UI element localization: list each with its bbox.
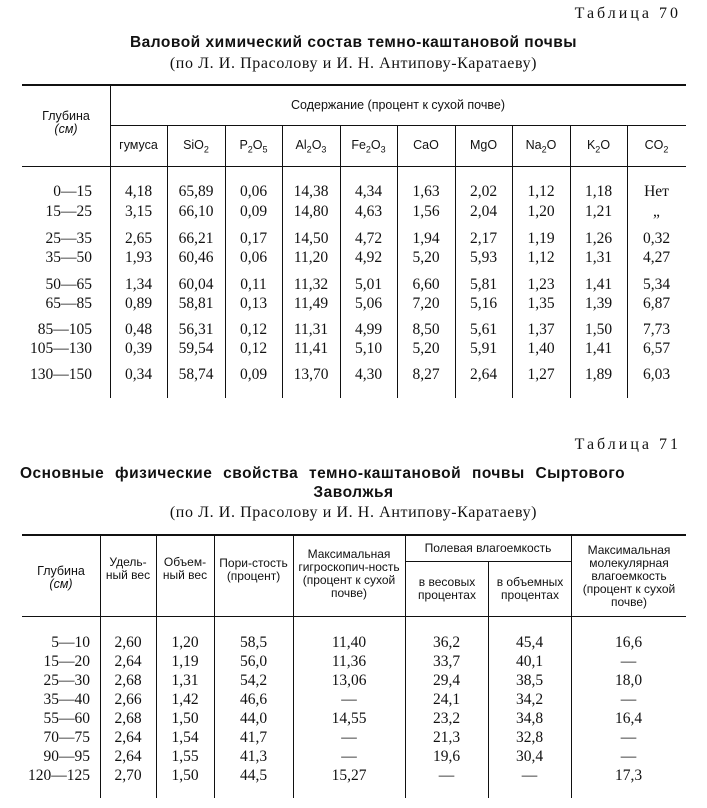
table71-cell: 24,1 xyxy=(432,691,461,708)
table71-cell: 1,50 xyxy=(171,710,199,727)
table70-col-cao: CaO xyxy=(413,138,439,152)
table71-cell: 1,19 xyxy=(171,653,199,670)
table71-cell: — xyxy=(620,653,637,670)
table71-cell: 56,0 xyxy=(239,653,268,670)
table71-cell: — xyxy=(341,729,357,746)
table71-label: Таблица 71 xyxy=(574,436,681,453)
table71-cell: 41,7 xyxy=(239,729,268,746)
table71-cell: 2,64 xyxy=(114,748,142,765)
table70-cell: 65,89 xyxy=(178,183,214,200)
table71-cell: 46,6 xyxy=(239,691,268,708)
table71-cell: — xyxy=(341,748,357,765)
table71-porosity-header: Пори-стость (процент) xyxy=(219,556,288,583)
table70-cell: 1,34 xyxy=(124,276,153,293)
table70-cell: 5,93 xyxy=(469,249,498,266)
table70-cell: 0,06 xyxy=(239,183,268,200)
table70-cell: 0,32 xyxy=(642,230,671,247)
table70-cell: 0,11 xyxy=(240,276,267,293)
table70-cell: 0,09 xyxy=(239,366,268,383)
table70-cell: 6,87 xyxy=(642,295,671,312)
table70-cell: 5,01 xyxy=(354,276,383,293)
table70-cell: 1,39 xyxy=(584,295,613,312)
table70-col-na2o: $Na_2O$ xyxy=(525,138,557,155)
table71-cell: 18,0 xyxy=(614,672,643,689)
table70-cell: 0,12 xyxy=(239,340,268,357)
table70-depth-cell: 130—150 xyxy=(30,366,92,383)
table70-cell: 1,18 xyxy=(584,183,613,200)
table70-cell: 5,20 xyxy=(412,249,440,266)
table71-specific-weight-header: Удель-ный вес xyxy=(105,555,151,582)
table70-cell: 4,27 xyxy=(642,249,671,266)
table70-cell: 1,56 xyxy=(412,203,440,220)
table70-col-al2o3: $Al_2O_3$ xyxy=(295,138,327,155)
table71-cell: — xyxy=(620,748,637,765)
table71-cell: 1,31 xyxy=(171,672,199,689)
table70-cell: 58,74 xyxy=(178,366,214,383)
table71-cell: 30,4 xyxy=(515,748,544,765)
table71-cell: 11,40 xyxy=(331,634,367,651)
table71-cell: 54,2 xyxy=(239,672,268,689)
table70-cell: 4,34 xyxy=(354,183,383,200)
table70-cell: 1,19 xyxy=(527,230,555,247)
table70-cell: 5,34 xyxy=(642,276,671,293)
table70-cell: 60,46 xyxy=(178,249,214,266)
table70-subheader-rule xyxy=(110,125,686,126)
table70-depth-cell: 65—85 xyxy=(45,295,92,312)
table71-cell: 1,42 xyxy=(171,691,199,708)
table71-depth-cell: 90—95 xyxy=(43,748,90,765)
table71-cell: 2,64 xyxy=(114,653,142,670)
table71-depth-cell: 5—10 xyxy=(51,634,90,651)
table70-cell: 14,38 xyxy=(293,183,329,200)
table70-cell: 6,57 xyxy=(642,340,671,357)
table71-cell: — xyxy=(620,691,637,708)
table70-cell: 1,50 xyxy=(584,321,613,338)
table71-depth-header xyxy=(22,565,100,591)
table71-depth-cell: 25—30 xyxy=(43,672,90,689)
table71-depth-cell: 35—40 xyxy=(43,691,90,708)
table71-cell: 13,06 xyxy=(331,672,367,689)
table70-depth-header xyxy=(22,110,110,136)
table71-cell: 2,68 xyxy=(114,710,142,727)
table70-cell: 0,06 xyxy=(239,249,268,266)
table70-cell: 0,39 xyxy=(124,340,153,357)
table70-content-header: Содержание (процент к сухой почве) xyxy=(291,98,505,112)
table70-cell: 0,17 xyxy=(239,230,268,247)
table71-cell: 58,5 xyxy=(239,634,268,651)
table70-col-humus: гумуса xyxy=(119,138,158,152)
table70-cell: 5,10 xyxy=(354,340,383,357)
table70-cell: 4,99 xyxy=(354,321,383,338)
table71-depth-cell: 70—75 xyxy=(43,729,90,746)
table70-cell: Нет xyxy=(644,183,669,200)
table71-cell: 41,3 xyxy=(239,748,268,765)
table71-by-weight-header: в весовых процентах xyxy=(418,575,476,602)
table70-label: Таблица 70 xyxy=(574,5,681,22)
table70-cell: 60,04 xyxy=(178,276,214,293)
table70-cell: 1,41 xyxy=(584,276,613,293)
table71-cell: 36,2 xyxy=(432,634,461,651)
table70-depth-cell: 50—65 xyxy=(45,276,92,293)
table71-field-capacity-header: Полевая влагоемкость xyxy=(424,541,552,555)
table71-molecular-capacity-header: Максимальная молекулярная влагоемкость (процент к сухой почве) xyxy=(582,543,676,609)
table70-cell: 1,26 xyxy=(584,230,613,247)
table70-cell: 1,12 xyxy=(527,249,555,266)
table70-cell: 4,30 xyxy=(354,366,383,383)
table70-cell: 7,20 xyxy=(412,295,440,312)
table71-cell: 2,60 xyxy=(114,634,142,651)
table71-cell: — xyxy=(438,767,455,784)
table70-cell: 5,20 xyxy=(412,340,440,357)
table70-cell: 1,35 xyxy=(527,295,555,312)
table71-cell: 33,7 xyxy=(432,653,461,670)
table70-cell: 1,40 xyxy=(527,340,555,357)
table71-cell: 2,64 xyxy=(114,729,142,746)
table71-cell: 2,66 xyxy=(114,691,142,708)
table71-cell: 21,3 xyxy=(432,729,461,746)
table70-cell: 1,94 xyxy=(412,230,440,247)
table70-cell: 1,37 xyxy=(527,321,555,338)
table70-cell: 7,73 xyxy=(642,321,671,338)
table70-cell: 4,72 xyxy=(354,230,383,247)
table70-col-sio2: SiO$_2$ xyxy=(183,138,209,155)
table70-subtitle: (по Л. И. Прасолову и И. Н. Антипову-Каратаеву) xyxy=(169,55,538,72)
table70-col-co2: $CO_2$ xyxy=(644,138,669,155)
table71-depth-cell: 55—60 xyxy=(43,710,90,727)
table71-title-line2: Заволжья xyxy=(313,484,394,501)
table70-cell: 11,20 xyxy=(293,249,329,266)
table70-cell: 1,12 xyxy=(527,183,555,200)
table71-volume-weight-header: Объем-ный вес xyxy=(162,555,208,582)
table70-cell: 2,04 xyxy=(469,203,498,220)
table70-cell: „ xyxy=(653,203,660,220)
table70-depth-cell: 0—15 xyxy=(53,183,92,200)
table70-col-fe2o3: $Fe_2O_3$ xyxy=(351,138,386,155)
table71-top-rule xyxy=(22,534,686,536)
table70-cell: 3,15 xyxy=(124,203,153,220)
table70-cell: 0,34 xyxy=(124,366,153,383)
table70-cell: 11,32 xyxy=(293,276,329,293)
table70-cell: 11,49 xyxy=(293,295,329,312)
table70-cell: 11,31 xyxy=(293,321,329,338)
table70-title: Валовой химический состав темно-каштановой почвы xyxy=(129,34,578,51)
table70-cell: 0,13 xyxy=(239,295,268,312)
table71-cell: — xyxy=(620,729,637,746)
table70-cell: 8,27 xyxy=(412,366,440,383)
table70-cell: 58,81 xyxy=(178,295,214,312)
table70-depth-cell: 85—105 xyxy=(37,321,92,338)
table70-cell: 59,54 xyxy=(178,340,214,357)
table70-depth-cell: 15—25 xyxy=(45,203,92,220)
table70-cell: 1,23 xyxy=(527,276,555,293)
table70-cell: 5,91 xyxy=(469,340,498,357)
table71-cell: 1,50 xyxy=(171,767,199,784)
table71-cell: 1,54 xyxy=(171,729,199,746)
table70-cell: 5,61 xyxy=(469,321,498,338)
table70-depth-cell: 25—35 xyxy=(45,230,92,247)
table71-cell: 16,4 xyxy=(614,710,643,727)
table71-cell: 17,3 xyxy=(614,767,643,784)
table71-depth-cell: 120—125 xyxy=(28,767,90,784)
table70-cell: 1,63 xyxy=(412,183,440,200)
table70-cell: 4,18 xyxy=(124,183,153,200)
table70-cell: 0,12 xyxy=(239,321,268,338)
table71-hygroscopicity-header: Максимальная гигроскопич-ность (процент к сухой почве) xyxy=(298,547,400,600)
table70-cell: 6,03 xyxy=(642,366,671,383)
table71-cell: 2,68 xyxy=(114,672,142,689)
table70-cell: 0,09 xyxy=(239,203,268,220)
table70-cell: 1,89 xyxy=(584,366,613,383)
table71-cell: 34,2 xyxy=(515,691,544,708)
table70-cell: 5,81 xyxy=(469,276,498,293)
table70-cell: 1,41 xyxy=(584,340,613,357)
table71-cell: 23,2 xyxy=(432,710,461,727)
table70-col-p2o5: $P_2O_5$ xyxy=(239,138,268,155)
table70-cell: 8,50 xyxy=(412,321,440,338)
table71-cell: 16,6 xyxy=(614,634,643,651)
table70-cell: 1,27 xyxy=(527,366,555,383)
table70-cell: 0,48 xyxy=(124,321,153,338)
table70-cell: 0,89 xyxy=(124,295,153,312)
table71-subtitle: (по Л. И. Прасолову и И. Н. Антипову-Каратаеву) xyxy=(169,504,538,521)
table70-cell: 6,60 xyxy=(412,276,440,293)
table70-cell: 66,10 xyxy=(178,203,214,220)
table70-cell: 2,65 xyxy=(124,230,153,247)
table70-depth-cell: 105—130 xyxy=(30,340,92,357)
table71-cell: — xyxy=(521,767,538,784)
table71-depth-cell: 15—20 xyxy=(43,653,90,670)
table71-cell: 40,1 xyxy=(515,653,544,670)
table70-cell: 2,02 xyxy=(469,183,498,200)
table70-cell: 5,06 xyxy=(354,295,383,312)
table70-col-mgo: MgO xyxy=(469,138,498,152)
table71-cell: 45,4 xyxy=(515,634,544,651)
table70-cell: 11,41 xyxy=(293,340,329,357)
table71-cell: 32,8 xyxy=(515,729,544,746)
table70-cell: 66,21 xyxy=(178,230,214,247)
table70-depth-header-text: Глубина xyxy=(42,109,90,123)
table70-cell: 14,50 xyxy=(293,230,329,247)
table70-top-rule xyxy=(22,84,686,86)
table70-cell: 4,63 xyxy=(354,203,383,220)
table71-cell: 2,70 xyxy=(114,767,142,784)
table71-depth-header-text: Глубина xyxy=(37,564,85,578)
table71-cell: 34,8 xyxy=(515,710,544,727)
table70-cell: 1,20 xyxy=(527,203,555,220)
table71-cell: 44,5 xyxy=(239,767,268,784)
table71-by-volume-header: в объемных процентах xyxy=(496,575,564,602)
table71-cell: 29,4 xyxy=(432,672,461,689)
table70-cell: 1,21 xyxy=(584,203,613,220)
table71-cell: 1,20 xyxy=(171,634,199,651)
table70-col-k2o: $K_2O$ xyxy=(586,138,611,155)
table71-header-rule xyxy=(22,616,686,617)
table71-cell: 11,36 xyxy=(331,653,367,670)
table70-cell: 2,17 xyxy=(469,230,498,247)
table70-depth-cell: 35—50 xyxy=(45,249,92,266)
table71-cell: 19,6 xyxy=(432,748,461,765)
table71-cell: 44,0 xyxy=(239,710,268,727)
table71-cell: 1,55 xyxy=(171,748,199,765)
table70-cell: 13,70 xyxy=(293,366,329,383)
table70-cell: 56,31 xyxy=(178,321,214,338)
table70-cell: 2,64 xyxy=(469,366,498,383)
table71-depth-unit: (см) xyxy=(49,577,73,591)
table71-cell: 14,55 xyxy=(331,710,367,727)
table70-cell: 4,92 xyxy=(354,249,383,266)
table70-cell: 5,16 xyxy=(469,295,498,312)
table71-cell: — xyxy=(341,691,357,708)
table70-cell: 1,93 xyxy=(124,249,153,266)
table70-cell: 1,31 xyxy=(584,249,613,266)
table71-title-line1: Основные физические свойства темно-каштановой почвы Сыртового xyxy=(20,465,626,482)
table70-depth-unit: (см) xyxy=(54,122,78,136)
table71-cell: 38,5 xyxy=(515,672,544,689)
table71-cell: 15,27 xyxy=(331,767,367,784)
table70-header-rule xyxy=(22,166,686,167)
table70-cell: 14,80 xyxy=(293,203,329,220)
